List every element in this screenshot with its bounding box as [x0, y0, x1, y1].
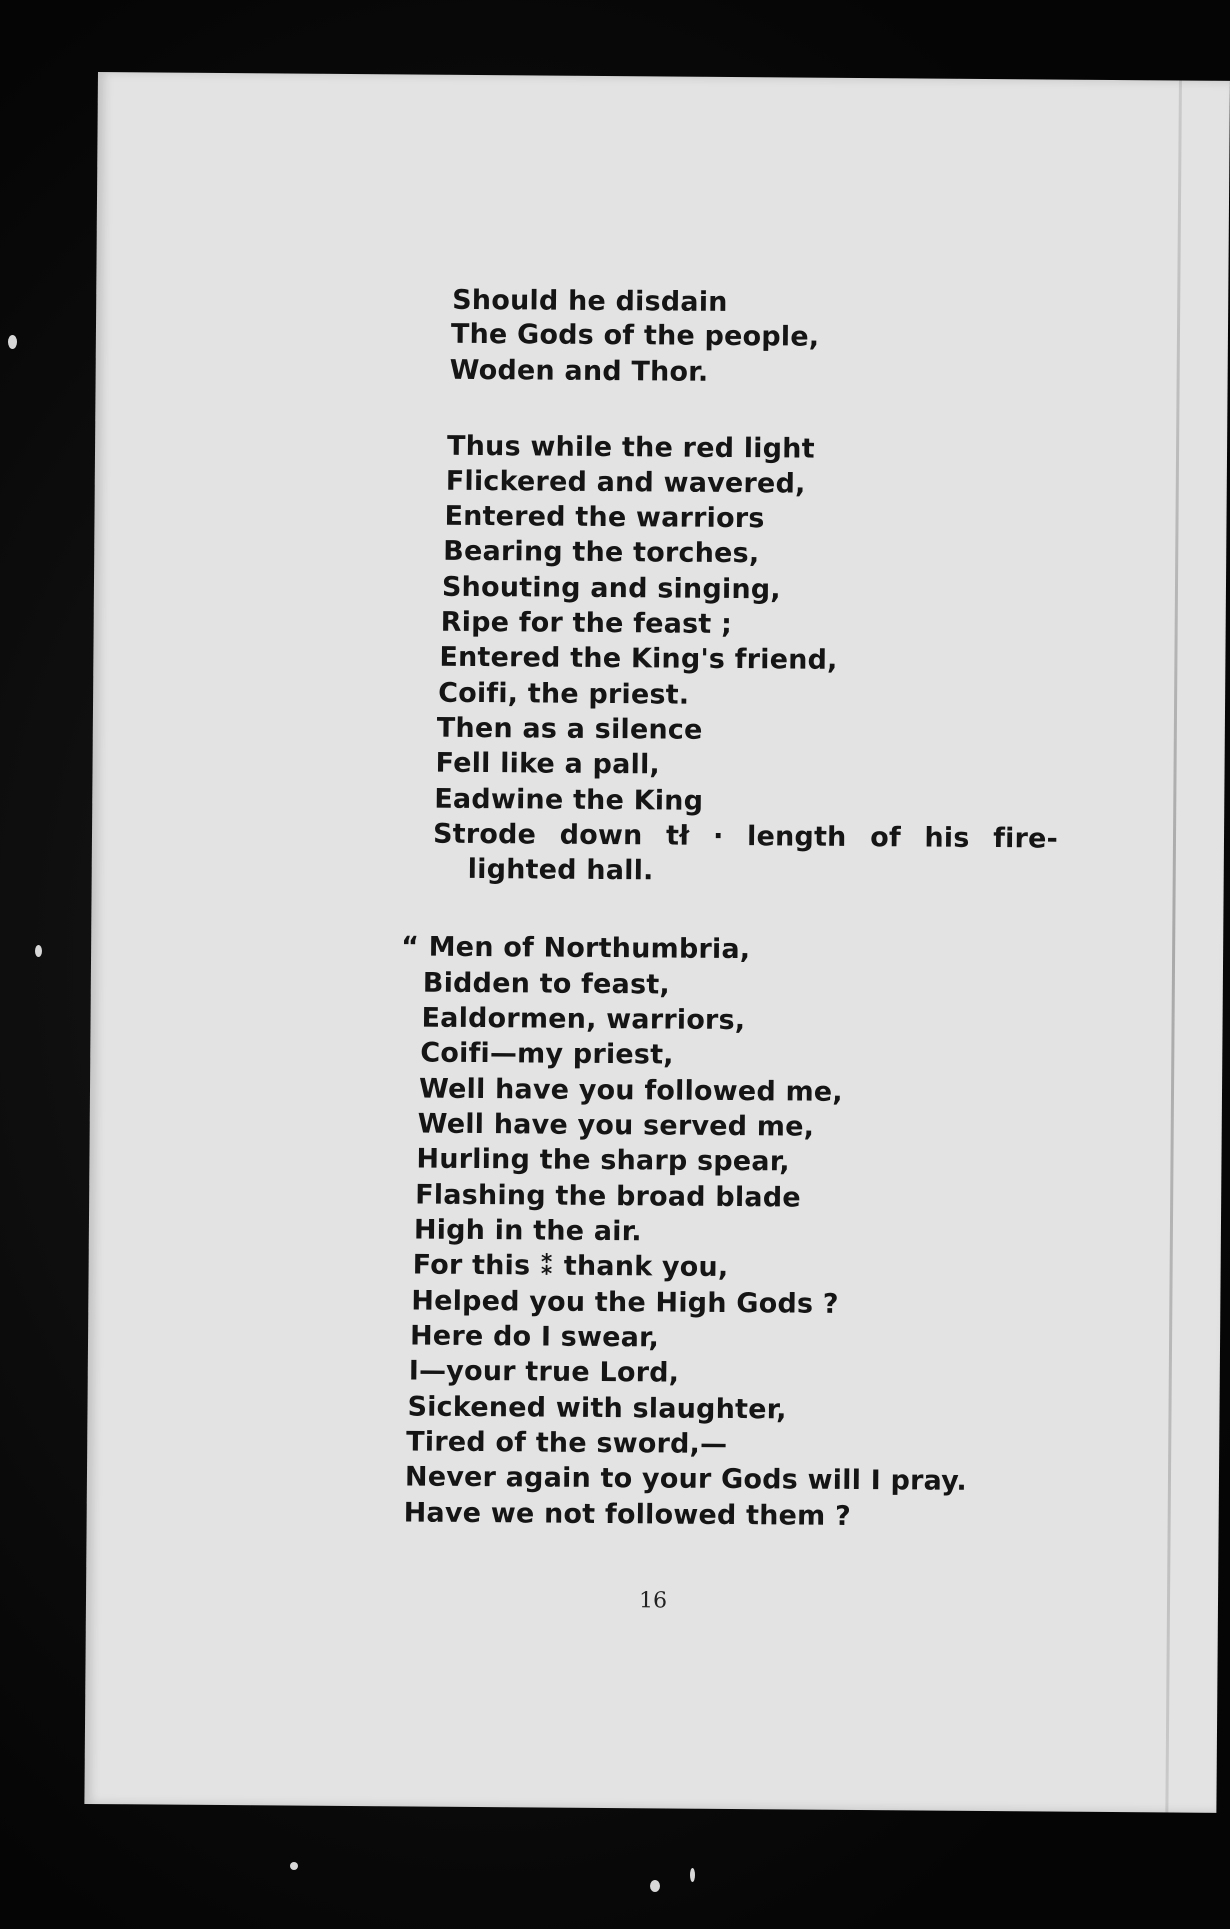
book-page [84, 72, 1230, 1813]
dust-speck [8, 335, 17, 349]
poem-line: Coifi—my priest, [420, 1037, 674, 1071]
poem-line: Shouting and singing, [441, 571, 781, 606]
dust-speck [690, 1868, 695, 1882]
poem-line: Hurling the sharp spear, [416, 1143, 790, 1178]
poem-line: Ripe for the feast ; [440, 606, 733, 640]
poem-line: Entered the King's friend, [439, 641, 838, 676]
poem-line: Helped you the High Gods ? [411, 1285, 839, 1320]
poem-line: Ealdormen, warriors, [421, 1002, 746, 1037]
poem-line: Fell like a pall, [435, 747, 661, 781]
poem-line: Have we not followed them ? [403, 1497, 852, 1532]
poem-line: Here do I swear, [409, 1320, 660, 1354]
poem-text [84, 72, 1230, 1813]
page-number: 16 [638, 1588, 668, 1614]
poem-line: Entered the warriors [444, 500, 765, 535]
poem-line: Eadwine the King [434, 783, 704, 817]
dust-speck [290, 1862, 298, 1870]
poem-line: Never again to your Gods will I pray. [404, 1461, 968, 1497]
poem-line: lighted hall. [467, 853, 654, 887]
poem-line: Bearing the torches, [443, 535, 760, 570]
poem-line: Well have you followed me, [418, 1073, 843, 1108]
poem-line: I—your true Lord, [408, 1355, 680, 1389]
poem-line: “ Men of Northumbria, [401, 931, 751, 966]
poem-line: Flashing the broad blade [415, 1179, 801, 1214]
poem-line: Then as a silence [436, 712, 703, 746]
poem-line: Tired of the sword,— [406, 1426, 728, 1460]
poem-line: Should he disdain [452, 284, 728, 318]
poem-line: The Gods of the people, [450, 318, 820, 353]
poem-line: Well have you served me, [417, 1108, 815, 1143]
poem-line: Bidden to feast, [422, 967, 670, 1001]
poem-line: Woden and Thor. [449, 354, 709, 388]
poem-line: Strode down tł · length of his fire- [432, 818, 1059, 855]
dust-speck [35, 945, 42, 957]
poem-line: Flickered and wavered, [445, 465, 806, 500]
poem-line: High in the air. [413, 1214, 642, 1248]
dust-speck [650, 1880, 660, 1892]
poem-line: Sickened with slaughter, [407, 1391, 787, 1426]
poem-line: Thus while the red light [446, 430, 815, 465]
poem-line: For this ⁑ thank you, [412, 1249, 729, 1283]
poem-line: Coifi, the priest. [438, 677, 690, 711]
